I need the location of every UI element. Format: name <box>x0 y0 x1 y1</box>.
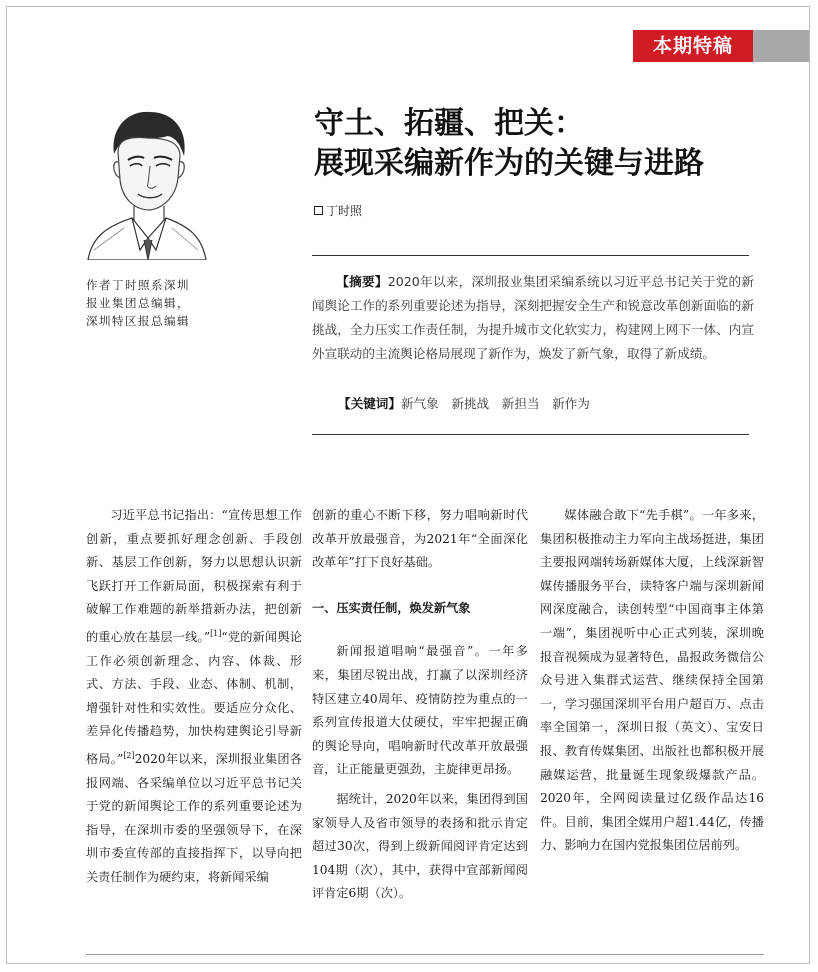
body-column-1 <box>86 504 302 890</box>
section-heading: 一、压实责任制，焕发新气象 <box>312 600 471 615</box>
section-tag: 本期特稿 <box>633 30 753 62</box>
paragraph: 创新的重心不断下移，努力唱响新时代改革开放最强音，为2021年“全面深化改革年”打下良好基础。 <box>312 508 528 570</box>
paragraph: 新闻报道唱响“最强音”。一年多来，集团尽锐出战，打赢了以深圳经济特区建立40周年、疫情防控为重点的一系列宣传报道大仗硬仗，牢牢把握正确的舆论导向，唱响新时代改革开放最强音，让正能量更强劲，主旋律更昂扬。 <box>312 644 528 777</box>
caption-line: 报业集团总编辑， <box>86 296 190 310</box>
title-line-1: 守土、拓疆、把关： <box>314 106 584 141</box>
caption-line: 深圳特区报总编辑 <box>86 314 190 328</box>
paragraph: 据统计，2020年以来，集团得到国家领导人及省市领导的表扬和批示肯定超过30次，得到上级新闻阅评肯定达到104期（次），其中，获得中宣部新闻阅评肯定6期（次）。 <box>312 791 528 901</box>
abstract-bottom-rule <box>312 434 749 435</box>
author-portrait <box>84 100 208 260</box>
paragraph-text: “党的新闻舆论工作必须创新理念、内容、体裁、形式、方法、手段、业态、体制、机制，增强针对性和实效性。要适应分众化、差异化传播趋势，加快构建舆论引导新格局。” <box>86 629 302 766</box>
footer-rule <box>86 954 764 955</box>
square-bullet-icon <box>314 206 323 215</box>
title-line-2: 展现采编新作为的关键与进路 <box>314 146 704 181</box>
section-tag-accent <box>753 30 809 62</box>
abstract-text: 2020年以来，深圳报业集团采编系统以习近平总书记关于党的新闻舆论工作的系列重要论述为指导，深刻把握安全生产和锐意改革创新面临的新挑战，全力压实工作责任制，为提升城市文化软实力，构建网上网下一体、内宣外宣联动的主流舆论格局展现了新作为，焕发了新气象，取得了新成绩。 <box>312 274 754 361</box>
keywords <box>338 393 590 412</box>
author-name: 丁时照 <box>326 204 363 218</box>
keywords-label: 【关键词】 <box>338 396 401 411</box>
paragraph-text: 习近平总书记指出：“宣传思想工作创新，重点要抓好理念创新、手段创新、基层工作创新，努力以思想认识新飞跃打开工作新局面，积极探索有利于破解工作难题的新举措新办法，把创新的重心放在基层一线。” <box>86 508 302 644</box>
article-title <box>314 104 794 184</box>
abstract-top-rule <box>312 255 749 256</box>
footnote-ref: [2] <box>123 750 135 760</box>
abstract-label: 【摘要】 <box>336 274 388 289</box>
byline <box>314 202 362 219</box>
author-caption <box>86 276 216 330</box>
paragraph <box>86 504 302 890</box>
abstract <box>312 270 754 366</box>
paragraph-text: 2020年以来，深圳报业集团各报网端、各采编单位以习近平总书记关于党的新闻舆论工作的系列重要论述为指导，在深圳市委的坚强领导下，在深圳市委宣传部的直接指挥下，以导向把关责任制作为硬约束，将新闻采编 <box>86 751 302 884</box>
keywords-text: 新气象 新挑战 新担当 新作为 <box>400 396 590 411</box>
footnote-ref: [1] <box>210 628 222 638</box>
paragraph: 媒体融合敢下“先手棋”。一年多来，集团积极推动主力军向主战场挺进，集团主要报网端转场新媒体大厦，上线深新智媒传播服务平台，读特客户端与深圳新闻网深度融合，读创转型“中国商事主体第一端”，集团视听中心正式列装，深圳晚报音视频成为显著特色，晶报政务微信公众号进入集群式运营、继续保持全国第一，学习强国深圳平台用户超百万、点击率全国第一，深圳日报（英文）、宝安日报、教育传媒集团、出版社也都积极开展融媒运营，批量诞生现象级爆款产品。2020年，全网阅读量过亿级作品达16件。目前，集团全媒用户超1.44亿，传播力、影响力在国内党报集团位居前列。 <box>540 508 764 853</box>
body-column-2 <box>312 504 528 906</box>
body-column-3 <box>540 504 764 858</box>
caption-line: 作者丁时照系深圳 <box>86 278 190 292</box>
